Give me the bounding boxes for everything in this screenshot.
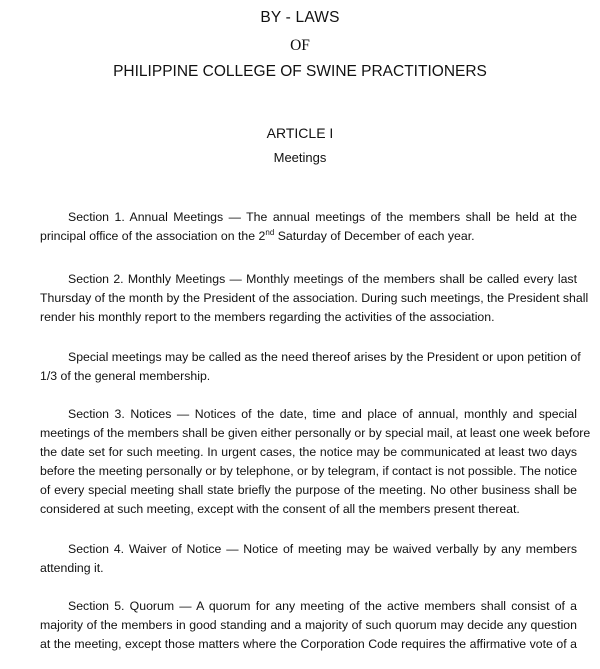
paragraph-line: 1/3 of the general membership. bbox=[40, 369, 211, 383]
line-text: principal office of the association on the 2 bbox=[40, 229, 266, 243]
special-meetings-paragraph bbox=[40, 348, 581, 386]
section-2-monthly-meetings bbox=[40, 270, 589, 327]
section-5-quorum bbox=[40, 597, 577, 654]
paragraph-line: Section 2. Monthly Meetings — Monthly meetings of the members shall be called every last bbox=[68, 272, 577, 286]
paragraph-line: before the meeting personally or by telephone, or by telegram, if contact is not possible. The notice bbox=[40, 464, 578, 478]
paragraph-line: majority of the members in good standing and a majority of such quorum may decide any question bbox=[40, 618, 577, 632]
paragraph-line: Section 4. Waiver of Notice — Notice of meeting may be waived verbally by any members bbox=[68, 542, 577, 556]
article-heading: Meetings bbox=[273, 150, 327, 165]
document-title: BY - LAWS bbox=[260, 9, 340, 26]
line-text: Saturday of December of each year. bbox=[274, 229, 475, 243]
paragraph-line: attending it. bbox=[40, 561, 104, 575]
paragraph-line: Section 3. Notices — Notices of the date, time and place of annual, monthly and special bbox=[68, 407, 577, 421]
paragraph-line: considered at such meeting, except with the consent of all the members present thereat. bbox=[40, 502, 520, 516]
paragraph-line: Section 5. Quorum — A quorum for any meeting of the active members shall consist of a bbox=[68, 599, 577, 613]
paragraph-line: Special meetings may be called as the need thereof arises by the President or upon petition of bbox=[68, 350, 581, 364]
ordinal-suffix: nd bbox=[265, 227, 275, 237]
paragraph-line: render his monthly report to the members regarding the activities of the association. bbox=[40, 310, 495, 324]
paragraph-line bbox=[40, 227, 577, 246]
section-4-waiver-of-notice bbox=[40, 540, 577, 578]
paragraph-line: the date set for such meeting. In urgent cases, the notice may be communicated at least two days bbox=[40, 445, 577, 459]
section-1-annual-meetings bbox=[40, 208, 577, 246]
paragraph-line: meetings of the members shall be given either personally or by special mail, at least one week before bbox=[40, 426, 591, 440]
paragraph-line: Section 1. Annual Meetings — The annual meetings of the members shall be held at the bbox=[68, 210, 577, 224]
paragraph-line: of every special meeting shall state briefly the purpose of the meeting. No other business shall be bbox=[40, 483, 577, 497]
paragraph-line: at the meeting, except those matters where the Corporation Code requires the affirmative vote of a bbox=[40, 637, 577, 651]
section-3-notices bbox=[40, 405, 591, 519]
organization-name: PHILIPPINE COLLEGE OF SWINE PRACTITIONERS bbox=[113, 63, 487, 80]
paragraph-line: Thursday of the month by the President of the association. During such meetings, the President shall bbox=[40, 291, 589, 305]
document-title-of: OF bbox=[290, 37, 310, 54]
article-number: ARTICLE I bbox=[266, 125, 334, 141]
